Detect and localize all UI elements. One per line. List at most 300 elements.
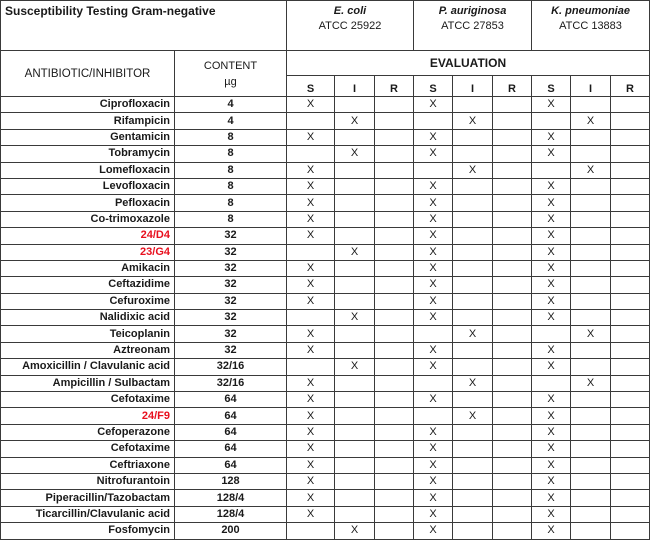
table-title: Susceptibility Testing Gram-negative xyxy=(1,1,287,51)
result-mark-i: X xyxy=(335,113,375,129)
result-mark-i: X xyxy=(335,244,375,260)
result-cell-r xyxy=(611,293,650,309)
content-value: 128/4 xyxy=(175,490,287,506)
result-cell-i xyxy=(335,277,375,293)
result-mark-s: X xyxy=(414,178,453,194)
sir-header-i: I xyxy=(571,76,611,97)
result-mark-s: X xyxy=(414,244,453,260)
result-mark-s: X xyxy=(532,228,571,244)
result-cell-r xyxy=(493,310,532,326)
result-cell-s xyxy=(414,375,453,391)
result-mark-s: X xyxy=(532,473,571,489)
result-cell-r xyxy=(611,244,650,260)
result-cell-r xyxy=(375,473,414,489)
result-cell-i xyxy=(453,277,493,293)
result-cell-r xyxy=(375,162,414,178)
result-cell-i xyxy=(335,162,375,178)
result-cell-i xyxy=(335,408,375,424)
result-mark-s: X xyxy=(287,392,335,408)
result-cell-i xyxy=(571,146,611,162)
table-row xyxy=(1,506,650,522)
antibiotic-name: Ampicillin / Sulbactam xyxy=(1,375,175,391)
result-cell-i xyxy=(453,490,493,506)
result-mark-s: X xyxy=(414,195,453,211)
result-mark-s: X xyxy=(532,441,571,457)
content-value: 64 xyxy=(175,424,287,440)
result-cell-i xyxy=(453,97,493,113)
result-mark-s: X xyxy=(414,310,453,326)
content-value: 8 xyxy=(175,211,287,227)
sir-header-r: R xyxy=(611,76,650,97)
content-value: 8 xyxy=(175,146,287,162)
result-mark-s: X xyxy=(287,326,335,342)
organism-header-ecoli xyxy=(287,1,414,51)
result-cell-r xyxy=(493,195,532,211)
result-mark-s: X xyxy=(414,441,453,457)
result-mark-i: X xyxy=(453,162,493,178)
antibiotic-name: Amikacin xyxy=(1,260,175,276)
result-cell-i xyxy=(571,310,611,326)
evaluation-header-row xyxy=(1,51,650,76)
result-cell-r xyxy=(493,178,532,194)
result-mark-s: X xyxy=(287,490,335,506)
result-cell-i xyxy=(571,195,611,211)
content-value: 32/16 xyxy=(175,375,287,391)
result-mark-i: X xyxy=(453,113,493,129)
sir-header-r: R xyxy=(493,76,532,97)
result-cell-r xyxy=(611,457,650,473)
table-row xyxy=(1,162,650,178)
result-cell-i xyxy=(335,375,375,391)
content-value: 8 xyxy=(175,195,287,211)
result-cell-i xyxy=(335,441,375,457)
result-mark-s: X xyxy=(414,129,453,145)
result-cell-i xyxy=(571,359,611,375)
content-unit: µg xyxy=(224,75,237,88)
result-cell-r xyxy=(493,408,532,424)
result-mark-s: X xyxy=(532,293,571,309)
result-mark-s: X xyxy=(287,408,335,424)
result-cell-r xyxy=(611,473,650,489)
antibiotic-name: Ticarcillin/Clavulanic acid xyxy=(1,506,175,522)
result-cell-i xyxy=(335,97,375,113)
result-mark-s: X xyxy=(414,260,453,276)
result-cell-i xyxy=(453,178,493,194)
result-cell-i xyxy=(571,211,611,227)
result-cell-r xyxy=(493,392,532,408)
evaluation-header: EVALUATION xyxy=(287,51,650,76)
result-cell-s xyxy=(287,359,335,375)
result-cell-i xyxy=(335,473,375,489)
result-mark-s: X xyxy=(414,97,453,113)
sir-header-s: S xyxy=(532,76,571,97)
antibiotic-name: Cefuroxime xyxy=(1,293,175,309)
result-cell-s xyxy=(287,244,335,260)
result-cell-s xyxy=(287,146,335,162)
result-cell-s xyxy=(414,408,453,424)
result-mark-s: X xyxy=(287,424,335,440)
content-value: 128/4 xyxy=(175,506,287,522)
result-mark-s: X xyxy=(532,408,571,424)
result-cell-r xyxy=(611,342,650,358)
result-cell-r xyxy=(611,490,650,506)
result-cell-i xyxy=(571,424,611,440)
result-mark-s: X xyxy=(532,359,571,375)
result-cell-r xyxy=(493,523,532,539)
content-value: 32 xyxy=(175,244,287,260)
result-cell-i xyxy=(571,523,611,539)
organism-atcc: ATCC 25922 xyxy=(318,20,382,32)
result-cell-r xyxy=(611,129,650,145)
result-mark-s: X xyxy=(532,277,571,293)
antibiotic-name: Tobramycin xyxy=(1,146,175,162)
result-cell-r xyxy=(611,277,650,293)
result-mark-s: X xyxy=(414,146,453,162)
result-cell-s xyxy=(287,310,335,326)
result-cell-i xyxy=(335,506,375,522)
result-cell-i xyxy=(571,260,611,276)
result-cell-i xyxy=(335,228,375,244)
content-value: 8 xyxy=(175,129,287,145)
antibiotic-name: Piperacillin/Tazobactam xyxy=(1,490,175,506)
result-mark-s: X xyxy=(414,490,453,506)
organism-header-kpneumoniae xyxy=(532,1,650,51)
result-mark-s: X xyxy=(414,359,453,375)
result-cell-r xyxy=(493,342,532,358)
result-cell-r xyxy=(611,178,650,194)
result-cell-i xyxy=(453,228,493,244)
result-mark-s: X xyxy=(414,457,453,473)
result-cell-r xyxy=(611,195,650,211)
result-cell-r xyxy=(611,326,650,342)
content-value: 64 xyxy=(175,457,287,473)
result-cell-i xyxy=(335,129,375,145)
result-mark-s: X xyxy=(287,457,335,473)
result-cell-i xyxy=(335,178,375,194)
result-cell-i xyxy=(335,392,375,408)
result-cell-r xyxy=(375,211,414,227)
result-cell-i xyxy=(571,490,611,506)
result-cell-i xyxy=(571,441,611,457)
result-mark-i: X xyxy=(335,523,375,539)
result-cell-r xyxy=(375,523,414,539)
result-cell-r xyxy=(375,260,414,276)
result-mark-s: X xyxy=(532,97,571,113)
result-mark-s: X xyxy=(414,342,453,358)
content-value: 64 xyxy=(175,392,287,408)
result-cell-r xyxy=(493,162,532,178)
result-cell-i xyxy=(571,293,611,309)
result-mark-i: X xyxy=(453,326,493,342)
content-value: 128 xyxy=(175,473,287,489)
result-mark-s: X xyxy=(532,424,571,440)
antibiotic-name: Rifampicin xyxy=(1,113,175,129)
result-cell-r xyxy=(375,441,414,457)
table-row xyxy=(1,326,650,342)
table-row xyxy=(1,490,650,506)
content-value: 32 xyxy=(175,277,287,293)
result-cell-r xyxy=(493,146,532,162)
result-mark-s: X xyxy=(532,260,571,276)
result-cell-r xyxy=(375,310,414,326)
result-cell-r xyxy=(493,359,532,375)
table-row xyxy=(1,113,650,129)
result-cell-r xyxy=(611,523,650,539)
result-mark-s: X xyxy=(287,129,335,145)
table-row xyxy=(1,310,650,326)
result-cell-r xyxy=(611,228,650,244)
table-row xyxy=(1,260,650,276)
antibiotic-name: Amoxicillin / Clavulanic acid xyxy=(1,359,175,375)
result-mark-s: X xyxy=(287,277,335,293)
result-cell-i xyxy=(453,506,493,522)
result-mark-i: X xyxy=(453,375,493,391)
result-cell-r xyxy=(375,195,414,211)
content-value: 32 xyxy=(175,260,287,276)
antibiotic-name: Gentamicin xyxy=(1,129,175,145)
result-mark-i: X xyxy=(335,359,375,375)
table-row xyxy=(1,228,650,244)
result-mark-s: X xyxy=(532,244,571,260)
result-cell-i xyxy=(453,244,493,260)
result-mark-s: X xyxy=(532,211,571,227)
sir-header-r: R xyxy=(375,76,414,97)
result-mark-s: X xyxy=(532,146,571,162)
result-cell-r xyxy=(493,228,532,244)
result-cell-i xyxy=(335,342,375,358)
result-cell-s xyxy=(414,113,453,129)
result-cell-r xyxy=(375,392,414,408)
result-cell-i xyxy=(571,457,611,473)
result-cell-i xyxy=(335,260,375,276)
result-cell-i xyxy=(453,195,493,211)
result-cell-r xyxy=(611,424,650,440)
table-row xyxy=(1,277,650,293)
result-cell-i xyxy=(571,473,611,489)
antibiotic-name: Co-trimoxazole xyxy=(1,211,175,227)
result-cell-r xyxy=(611,408,650,424)
table-row xyxy=(1,211,650,227)
result-mark-i: X xyxy=(335,146,375,162)
table-row xyxy=(1,392,650,408)
content-value: 64 xyxy=(175,441,287,457)
sir-header-i: I xyxy=(335,76,375,97)
result-mark-s: X xyxy=(414,228,453,244)
result-cell-i xyxy=(571,342,611,358)
antibiotic-name: Ceftriaxone xyxy=(1,457,175,473)
result-mark-s: X xyxy=(532,392,571,408)
content-value: 32 xyxy=(175,326,287,342)
result-cell-s xyxy=(287,523,335,539)
antibiotic-name: Ciprofloxacin xyxy=(1,97,175,113)
result-cell-r xyxy=(375,424,414,440)
result-cell-r xyxy=(375,490,414,506)
result-mark-s: X xyxy=(287,260,335,276)
result-cell-i xyxy=(453,441,493,457)
antibiotic-column-header: ANTIBIOTIC/INHIBITOR xyxy=(1,51,175,97)
table-row xyxy=(1,195,650,211)
antibiotic-name: Cefotaxime xyxy=(1,392,175,408)
content-value: 200 xyxy=(175,523,287,539)
result-cell-i xyxy=(571,506,611,522)
result-cell-r xyxy=(375,342,414,358)
result-cell-r xyxy=(375,293,414,309)
result-cell-i xyxy=(453,473,493,489)
result-mark-s: X xyxy=(414,277,453,293)
result-mark-s: X xyxy=(414,392,453,408)
sir-header-s: S xyxy=(414,76,453,97)
table-row xyxy=(1,408,650,424)
table-row xyxy=(1,375,650,391)
table-body xyxy=(1,97,650,540)
result-mark-s: X xyxy=(532,310,571,326)
result-mark-s: X xyxy=(414,211,453,227)
result-cell-i xyxy=(335,490,375,506)
result-cell-i xyxy=(453,211,493,227)
result-cell-r xyxy=(493,113,532,129)
result-cell-i xyxy=(571,129,611,145)
result-cell-r xyxy=(611,211,650,227)
antibiotic-name: Teicoplanin xyxy=(1,326,175,342)
organism-atcc: ATCC 13883 xyxy=(559,20,622,32)
table-row xyxy=(1,342,650,358)
result-cell-i xyxy=(571,277,611,293)
result-cell-r xyxy=(493,375,532,391)
result-mark-s: X xyxy=(287,506,335,522)
antibiotic-name: Lomefloxacin xyxy=(1,162,175,178)
result-cell-r xyxy=(493,457,532,473)
result-cell-r xyxy=(375,129,414,145)
content-value: 32 xyxy=(175,342,287,358)
table-row xyxy=(1,146,650,162)
result-cell-i xyxy=(453,260,493,276)
content-value: 32/16 xyxy=(175,359,287,375)
result-cell-r xyxy=(611,113,650,129)
content-value: 32 xyxy=(175,293,287,309)
result-mark-s: X xyxy=(532,506,571,522)
result-cell-r xyxy=(375,244,414,260)
result-cell-i xyxy=(335,457,375,473)
result-cell-i xyxy=(453,424,493,440)
result-cell-i xyxy=(335,195,375,211)
result-cell-r xyxy=(611,97,650,113)
result-cell-r xyxy=(375,408,414,424)
result-mark-s: X xyxy=(532,342,571,358)
result-mark-s: X xyxy=(287,178,335,194)
result-cell-r xyxy=(493,473,532,489)
result-cell-i xyxy=(453,129,493,145)
result-cell-r xyxy=(611,375,650,391)
result-mark-s: X xyxy=(287,228,335,244)
result-cell-i xyxy=(571,97,611,113)
result-cell-i xyxy=(453,457,493,473)
result-mark-s: X xyxy=(287,195,335,211)
result-mark-s: X xyxy=(414,506,453,522)
antibiotic-name: Fosfomycin xyxy=(1,523,175,539)
sir-header-i: I xyxy=(453,76,493,97)
antibiotic-name: Levofloxacin xyxy=(1,178,175,194)
result-mark-i: X xyxy=(335,310,375,326)
content-column-header xyxy=(175,51,287,97)
result-cell-i xyxy=(335,293,375,309)
result-mark-s: X xyxy=(414,424,453,440)
result-mark-i: X xyxy=(453,408,493,424)
result-mark-s: X xyxy=(414,293,453,309)
table-row xyxy=(1,457,650,473)
result-mark-i: X xyxy=(571,326,611,342)
result-cell-i xyxy=(571,244,611,260)
result-cell-i xyxy=(453,310,493,326)
result-cell-i xyxy=(571,408,611,424)
result-cell-i xyxy=(571,392,611,408)
result-cell-i xyxy=(335,424,375,440)
table-row xyxy=(1,424,650,440)
antibiotic-name: Pefloxacin xyxy=(1,195,175,211)
organism-name: P. auriginosa xyxy=(438,5,507,17)
table-row xyxy=(1,523,650,539)
result-cell-r xyxy=(611,441,650,457)
result-cell-i xyxy=(453,146,493,162)
organism-header-row xyxy=(1,1,650,51)
result-cell-r xyxy=(611,392,650,408)
result-mark-s: X xyxy=(287,293,335,309)
result-cell-r xyxy=(375,359,414,375)
content-value: 4 xyxy=(175,113,287,129)
antibiotic-name: 23/G4 xyxy=(1,244,175,260)
result-cell-i xyxy=(453,523,493,539)
table-row xyxy=(1,473,650,489)
result-cell-s xyxy=(532,375,571,391)
result-cell-r xyxy=(493,211,532,227)
table-row xyxy=(1,441,650,457)
result-mark-i: X xyxy=(571,162,611,178)
result-cell-r xyxy=(375,277,414,293)
content-value: 4 xyxy=(175,97,287,113)
result-mark-i: X xyxy=(571,113,611,129)
content-value: 8 xyxy=(175,178,287,194)
result-cell-r xyxy=(493,441,532,457)
result-mark-s: X xyxy=(287,162,335,178)
result-cell-s xyxy=(532,326,571,342)
result-cell-s xyxy=(532,162,571,178)
result-cell-r xyxy=(375,506,414,522)
table-row xyxy=(1,129,650,145)
result-mark-s: X xyxy=(287,473,335,489)
antibiotic-name: 24/D4 xyxy=(1,228,175,244)
antibiotic-name: Cefoperazone xyxy=(1,424,175,440)
result-cell-r xyxy=(493,277,532,293)
result-cell-i xyxy=(453,293,493,309)
content-value: 32 xyxy=(175,228,287,244)
result-cell-r xyxy=(493,326,532,342)
antibiotic-name: Cefotaxime xyxy=(1,441,175,457)
result-cell-i xyxy=(453,342,493,358)
result-cell-r xyxy=(611,310,650,326)
result-cell-r xyxy=(493,293,532,309)
result-cell-r xyxy=(493,506,532,522)
result-cell-r xyxy=(375,326,414,342)
result-cell-i xyxy=(453,359,493,375)
content-value: 32 xyxy=(175,310,287,326)
sir-header-s: S xyxy=(287,76,335,97)
result-cell-i xyxy=(453,392,493,408)
result-cell-r xyxy=(611,260,650,276)
result-cell-s xyxy=(414,162,453,178)
antibiotic-name: 24/F9 xyxy=(1,408,175,424)
result-mark-s: X xyxy=(287,211,335,227)
table-row xyxy=(1,293,650,309)
result-mark-s: X xyxy=(287,441,335,457)
